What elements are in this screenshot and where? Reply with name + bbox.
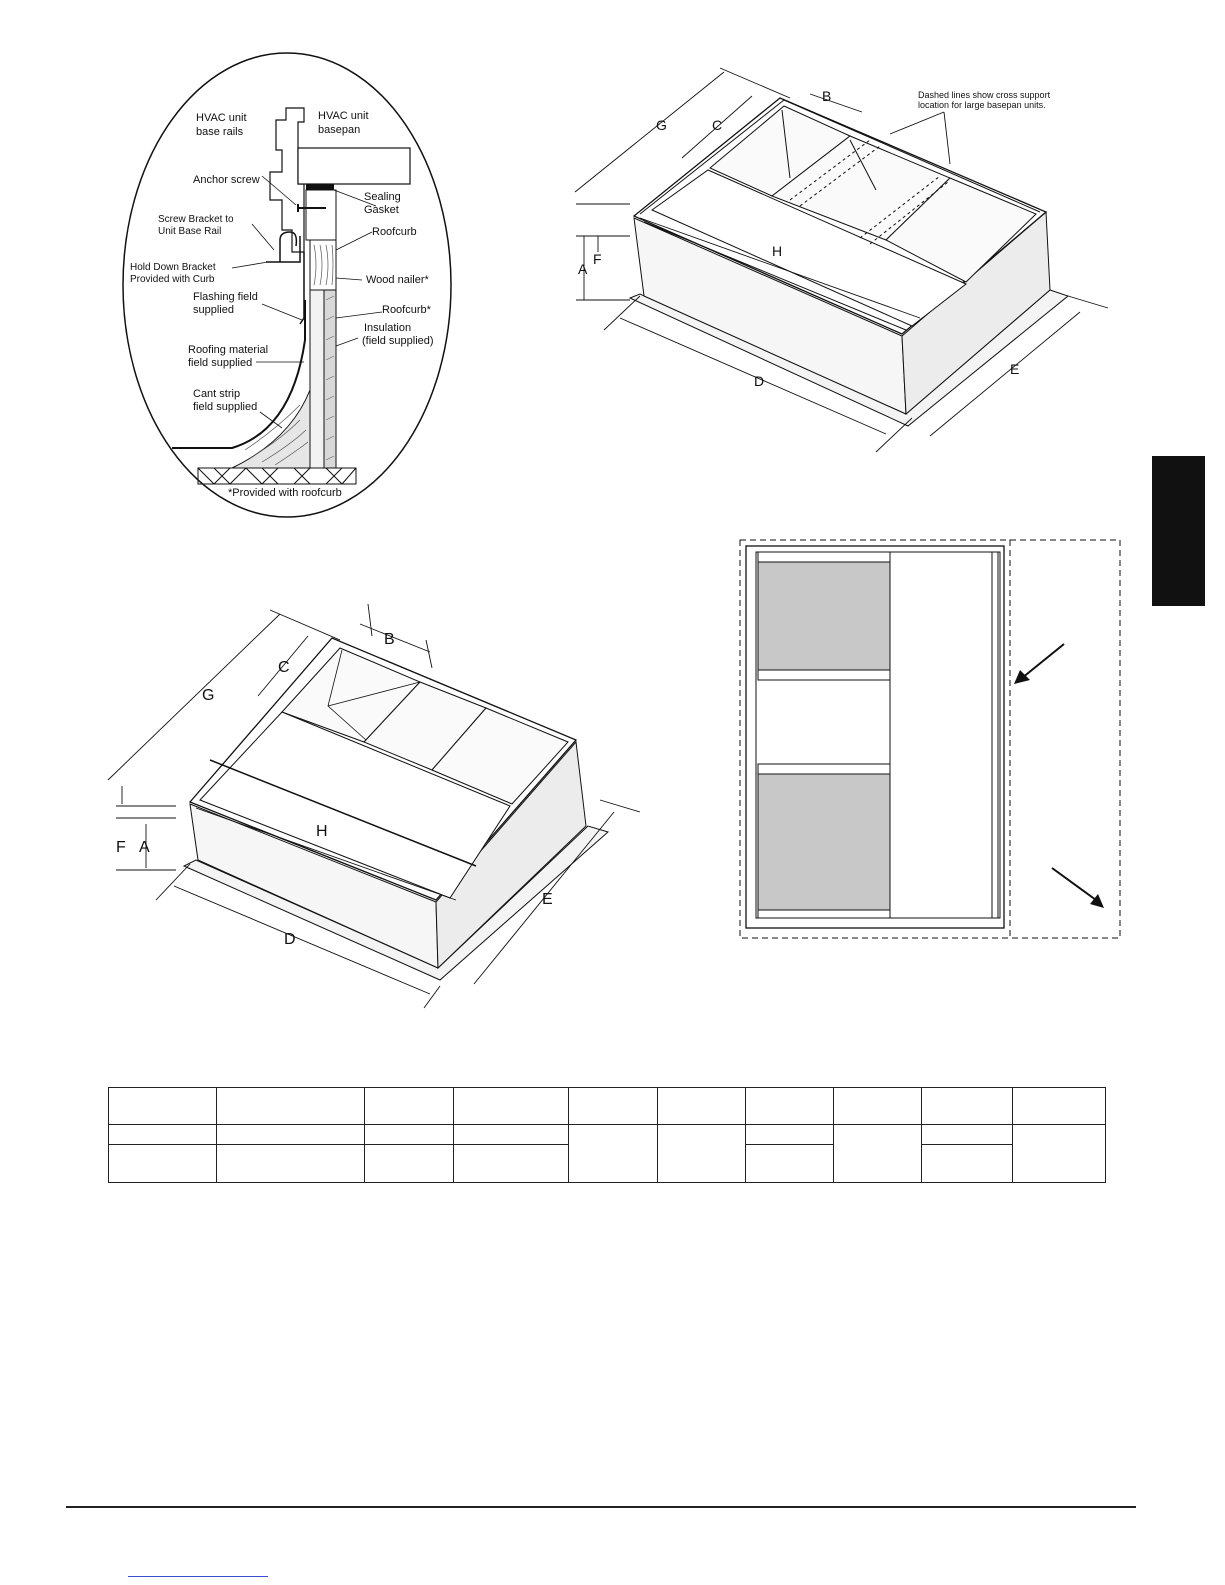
plan-return-opening: [758, 774, 890, 910]
dim-E-large: E: [1010, 361, 1020, 377]
label-footnote: *Provided with roofcurb: [228, 487, 342, 499]
roofcurb-small-isometric: [100, 600, 660, 1030]
roofcurb-plan-view: [734, 534, 1126, 944]
cross-support-note-2: location for large basepan units.: [918, 100, 1046, 110]
hvac-basepan: [298, 148, 410, 184]
dim-G-small: G: [202, 687, 215, 704]
roofcurb-section-detail: [110, 52, 465, 527]
label-roofcurb-star: Roofcurb*: [382, 304, 431, 316]
label-roofing-1: Roofing material: [188, 344, 269, 356]
label-wood-nailer: Wood nailer*: [366, 274, 429, 286]
label-cant-1: Cant strip: [193, 388, 241, 400]
dim-H-small: H: [316, 823, 328, 840]
label-roofing-2: field supplied: [188, 357, 253, 369]
footer-rule: [66, 1506, 1136, 1508]
table-header-row: [109, 1088, 1106, 1125]
sealing-gasket: [306, 184, 334, 190]
plan-rail-mid-1: [758, 670, 890, 680]
label-sealing-gasket-2: Gasket: [364, 204, 399, 216]
label-hvac-basepan-1: HVAC unit: [318, 110, 369, 122]
dim-F-small: F: [116, 839, 126, 856]
label-insulation-1: Insulation: [364, 322, 412, 334]
label-cant-2: field supplied: [193, 401, 258, 413]
cross-support-note-1: Dashed lines show cross support: [918, 90, 1051, 100]
flashing: [300, 252, 304, 324]
plan-supply-opening: [758, 562, 890, 670]
dim-G-large: G: [656, 117, 667, 133]
label-flashing-1: Flashing field: [193, 291, 258, 303]
label-hold-down-2: Provided with Curb: [130, 274, 215, 285]
dim-F-large: F: [593, 251, 602, 267]
plan-arrow-out: [1052, 868, 1104, 908]
dim-D-large: D: [754, 373, 765, 389]
curb-top-channel: [306, 190, 336, 240]
dim-C-large: C: [712, 117, 723, 133]
label-insulation-2: (field supplied): [362, 335, 434, 347]
dim-C-small: C: [278, 659, 290, 676]
label-screw-bracket-1: Screw Bracket to: [158, 214, 234, 225]
label-sealing-gasket-1: Sealing: [364, 191, 401, 203]
dim-A-small: A: [139, 839, 150, 856]
plan-rail-mid-2: [758, 764, 890, 774]
label-hvac-base-rails-1: HVAC unit: [196, 112, 247, 124]
dim-H-large: H: [772, 243, 783, 259]
roofing-material: [172, 300, 305, 448]
dim-A-large: A: [578, 261, 588, 277]
plan-arrow-in: [1014, 644, 1064, 684]
curb-dimensions-table: [108, 1087, 1106, 1183]
plan-rail-top: [758, 552, 890, 562]
label-hvac-base-rails-2: base rails: [196, 126, 244, 138]
insulation: [324, 290, 336, 468]
dim-B-small: B: [384, 631, 395, 648]
label-hold-down-1: Hold Down Bracket: [130, 262, 216, 273]
label-screw-bracket-2: Unit Base Rail: [158, 226, 222, 237]
dim-E-small: E: [542, 891, 553, 908]
footer-link[interactable]: [128, 1576, 268, 1577]
label-flashing-2: supplied: [193, 304, 234, 316]
table-row: [109, 1125, 1106, 1145]
roofcurb-large-isometric: [560, 60, 1120, 460]
label-hvac-basepan-2: basepan: [318, 124, 361, 136]
label-roofcurb: Roofcurb: [372, 226, 417, 238]
plan-rail-bottom: [758, 910, 890, 918]
section-tab: [1152, 456, 1205, 606]
roof-deck: [198, 468, 356, 484]
label-anchor-screw: Anchor screw: [193, 174, 260, 186]
dim-D-small: D: [284, 931, 296, 948]
dim-B-large: B: [822, 88, 832, 104]
